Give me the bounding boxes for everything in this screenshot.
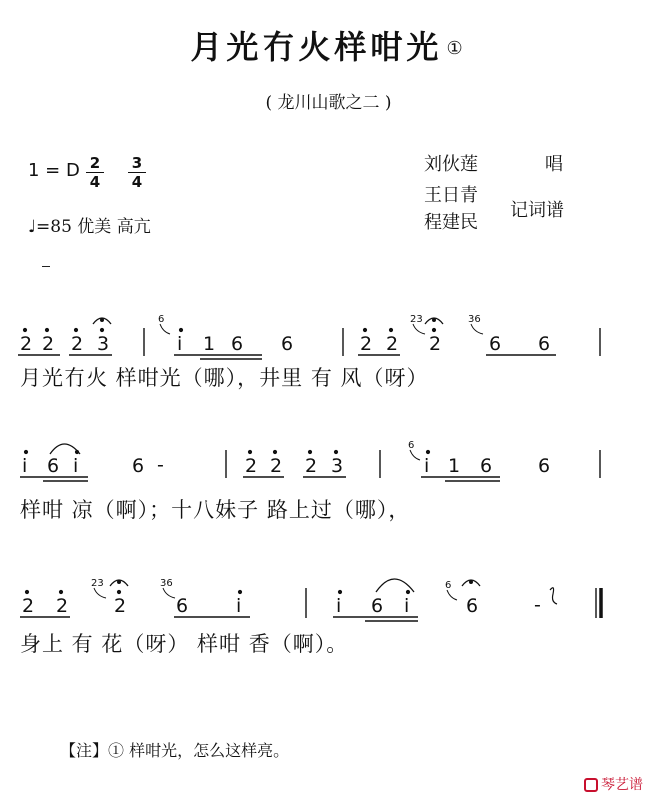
- svg-text:6: 6: [47, 455, 60, 477]
- svg-text:i: i: [177, 333, 183, 355]
- svg-text:23: 23: [410, 314, 423, 325]
- svg-text:2: 2: [245, 455, 258, 477]
- svg-text:6: 6: [480, 455, 493, 477]
- svg-text:6: 6: [538, 333, 551, 355]
- credit-singer: 刘伙莲: [424, 154, 478, 175]
- key-signature: 1 = D: [28, 160, 80, 181]
- svg-text:i: i: [22, 455, 28, 477]
- svg-text:2: 2: [22, 595, 35, 617]
- svg-text:i: i: [73, 455, 79, 477]
- song-title: 月光冇火样咁光 ①: [190, 28, 467, 66]
- credit-record-label: 记词谱: [510, 200, 564, 221]
- svg-text:-: -: [534, 594, 541, 616]
- quarter-note-icon: ♩: [28, 217, 37, 237]
- svg-text:6: 6: [231, 333, 244, 355]
- svg-text:36: 36: [468, 314, 481, 325]
- svg-text:6: 6: [281, 333, 294, 355]
- svg-text:1: 1: [448, 455, 461, 477]
- svg-text:6: 6: [158, 314, 165, 325]
- brand-logo-icon: [584, 778, 598, 792]
- svg-text:6: 6: [466, 595, 479, 617]
- brand-watermark: 琴艺谱: [584, 774, 643, 794]
- svg-text:i: i: [424, 455, 430, 477]
- svg-text:6: 6: [132, 455, 145, 477]
- time-signature-2-4: 2 4: [86, 155, 104, 190]
- svg-text:2: 2: [270, 455, 283, 477]
- score-line-3: [20, 578, 601, 621]
- svg-text:2: 2: [305, 455, 318, 477]
- footnote: 【注】① 样咁光，怎么这样亮。: [60, 741, 290, 760]
- score-line-2: [20, 440, 600, 481]
- credit-recorder-2: 程建民: [424, 212, 478, 233]
- credit-recorder-1: 王日青: [424, 185, 478, 206]
- svg-text:23: 23: [91, 578, 104, 589]
- svg-text:6: 6: [176, 595, 189, 617]
- lyrics-line-3: 身上 有 花（呀） 样咁 香（啊）。: [20, 632, 349, 656]
- svg-text:2: 2: [114, 595, 127, 617]
- svg-text:6: 6: [538, 455, 551, 477]
- svg-text:3: 3: [97, 333, 110, 355]
- lyrics-line-1: 月光冇火 样咁光（哪），井里 有 风（呀）: [20, 366, 429, 390]
- svg-text:2: 2: [360, 333, 373, 355]
- svg-text:2: 2: [386, 333, 399, 355]
- svg-text:36: 36: [160, 578, 173, 589]
- svg-text:i: i: [336, 595, 342, 617]
- tempo-marking: ♩=85 优美 高亢: [28, 217, 151, 237]
- time-signature-3-4: 3 4: [128, 155, 146, 190]
- svg-text:6: 6: [371, 595, 384, 617]
- score-line-1: [18, 314, 600, 359]
- svg-text:-: -: [157, 454, 164, 476]
- svg-text:i: i: [404, 595, 410, 617]
- svg-text:6: 6: [408, 440, 415, 451]
- svg-text:i: i: [236, 595, 242, 617]
- svg-text:2: 2: [56, 595, 69, 617]
- svg-text:1: 1: [203, 333, 216, 355]
- svg-text:2: 2: [20, 333, 33, 355]
- song-subtitle: ( 龙川山歌之二 ): [265, 93, 392, 113]
- svg-text:3: 3: [331, 455, 344, 477]
- svg-text:2: 2: [42, 333, 55, 355]
- svg-text:6: 6: [445, 580, 452, 591]
- svg-text:2: 2: [71, 333, 84, 355]
- title-footnote-marker: ①: [446, 38, 467, 59]
- credit-sing-label: 唱: [545, 154, 563, 175]
- lyrics-line-2: 样咁 凉（啊）；十八妹子 路上过（哪），: [20, 498, 411, 522]
- svg-text:2: 2: [429, 333, 442, 355]
- svg-text:6: 6: [489, 333, 502, 355]
